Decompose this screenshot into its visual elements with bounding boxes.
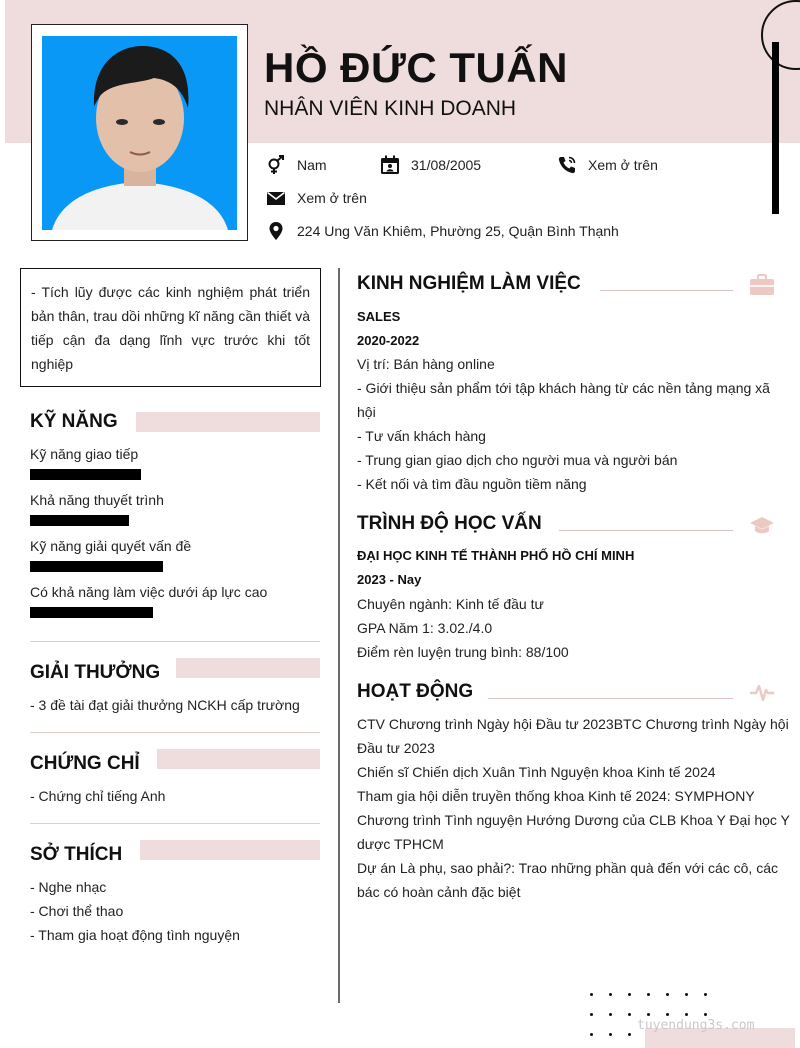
- experience-line: - Tư vấn khách hàng: [357, 428, 486, 444]
- experience-line: hội: [357, 404, 376, 420]
- decorative-dot: [685, 1013, 688, 1016]
- activities-title: HOẠT ĐỘNG: [357, 681, 474, 702]
- decorative-dot: [685, 993, 688, 996]
- hobby-item: - Chơi thể thao: [30, 903, 124, 919]
- heartbeat-icon: [749, 682, 775, 704]
- watermark-text: tuyendung3s.com: [637, 1018, 755, 1033]
- activity-line: dược TPHCM: [357, 836, 444, 852]
- hobbies-title: SỞ THÍCH: [30, 844, 123, 865]
- section-divider: [30, 732, 320, 733]
- experience-line: - Giới thiệu sản phẩm tới tập khách hàng từ các nền tảng mạng xã: [357, 380, 770, 396]
- awards-title-bar: [176, 658, 320, 678]
- briefcase-icon: [749, 274, 775, 296]
- decorative-dot: [647, 993, 650, 996]
- envelope-icon: [266, 188, 286, 208]
- phone-value: Xem ở trên: [588, 157, 658, 173]
- skill-level-bar: [30, 561, 163, 572]
- experience-title-rule: [600, 290, 733, 291]
- email-value: Xem ở trên: [297, 190, 367, 206]
- address-info: [266, 221, 619, 241]
- address-value: 224 Ung Văn Khiêm, Phường 25, Quận Bình Thạnh: [297, 223, 619, 239]
- education-line: Điểm rèn luyện trung bình: 88/100: [357, 644, 569, 660]
- activity-line: bác có hoàn cảnh đặc biệt: [357, 884, 521, 900]
- experience-line: - Trung gian giao dịch cho người mua và người bán: [357, 452, 678, 468]
- birthday-value: 31/08/2005: [411, 157, 482, 173]
- decorative-dot: [704, 1013, 707, 1016]
- gender-info: [266, 155, 327, 175]
- birthday-info: [380, 155, 481, 175]
- education-period: 2023 - Nay: [357, 572, 422, 587]
- decorative-dot: [628, 993, 631, 996]
- education-line: Chuyên ngành: Kinh tế đầu tư: [357, 596, 544, 612]
- phone-info: [557, 155, 658, 175]
- candidate-name: HỒ ĐỨC TUẤN: [264, 44, 568, 91]
- hobby-item: - Tham gia hoạt động tình nguyện: [30, 927, 240, 943]
- profile-photo: [42, 36, 237, 230]
- job-title: NHÂN VIÊN KINH DOANH: [264, 97, 517, 120]
- awards-title: GIẢI THƯỞNG: [30, 662, 161, 683]
- gender-icon: [266, 155, 286, 175]
- phone-icon: [557, 155, 577, 175]
- hobby-item: - Nghe nhạc: [30, 879, 107, 895]
- experience-line: Vị trí: Bán hàng online: [357, 356, 495, 372]
- skill-label: Khả năng thuyết trình: [30, 492, 164, 508]
- decorative-dot: [609, 1013, 612, 1016]
- skills-title-bar: [136, 412, 320, 432]
- activity-line: CTV Chương trình Ngày hội Đầu tư 2023BTC Chương trình Ngày hội: [357, 716, 789, 732]
- decorative-dot: [609, 1033, 612, 1036]
- decorative-dot: [704, 993, 707, 996]
- decorative-dot: [590, 1033, 593, 1036]
- section-divider: [30, 641, 320, 642]
- skill-level-bar: [30, 469, 141, 480]
- activity-line: Tham gia hội diễn truyền thống khoa Kinh tế 2024: SYMPHONY: [357, 788, 755, 804]
- decorative-dot: [647, 1013, 650, 1016]
- decorative-dot: [590, 1013, 593, 1016]
- gender-value: Nam: [297, 157, 327, 173]
- decorative-dot: [666, 993, 669, 996]
- award-item: - 3 đề tài đạt giải thưởng NCKH cấp trường: [30, 697, 300, 713]
- graduation-cap-icon: [749, 514, 775, 536]
- decorative-dot: [628, 1033, 631, 1036]
- experience-title: KINH NGHIỆM LÀM VIỆC: [357, 273, 581, 294]
- location-pin-icon: [266, 221, 286, 241]
- certificate-item: - Chứng chỉ tiếng Anh: [30, 788, 166, 804]
- career-objective: - Tích lũy được các kinh nghiệm phát triển bản thân, trau dồi những kĩ năng cần thiết và tiếp cận đa dạng lĩnh vực trước khi tốt nghiệp: [20, 268, 321, 387]
- skills-title: KỸ NĂNG: [30, 411, 118, 432]
- experience-line: - Kết nối và tìm đầu nguồn tiềm năng: [357, 476, 587, 492]
- education-line: GPA Năm 1: 3.02./4.0: [357, 620, 493, 636]
- experience-company: SALES: [357, 309, 401, 324]
- calendar-icon: [380, 155, 400, 175]
- column-divider: [338, 268, 340, 1003]
- decorative-vertical-bar: [772, 42, 779, 214]
- decorative-dot: [628, 1013, 631, 1016]
- experience-period: 2020-2022: [357, 333, 420, 348]
- education-title-rule: [559, 530, 733, 531]
- activity-line: Dự án Là phụ, sao phải?: Trao những phần quà đến với các cô, các: [357, 860, 778, 876]
- profile-photo-frame: [31, 24, 248, 241]
- decorative-dot: [609, 993, 612, 996]
- education-school: ĐẠI HỌC KINH TẾ THÀNH PHỐ HỒ CHÍ MINH: [357, 548, 635, 563]
- skill-level-bar: [30, 515, 129, 526]
- certificates-title-bar: [157, 749, 320, 769]
- decorative-dot: [666, 1013, 669, 1016]
- activity-line: Đầu tư 2023: [357, 740, 435, 756]
- skill-label: Kỹ năng giải quyết vấn đề: [30, 538, 192, 554]
- activities-title-rule: [488, 698, 733, 699]
- email-info: [266, 188, 367, 208]
- skill-label: Kỹ năng giao tiếp: [30, 446, 139, 462]
- hobbies-title-bar: [140, 840, 320, 860]
- education-title: TRÌNH ĐỘ HỌC VẤN: [357, 513, 542, 534]
- certificates-title: CHỨNG CHỈ: [30, 753, 140, 774]
- activity-line: Chiến sĩ Chiến dịch Xuân Tình Nguyện khoa Kinh tế 2024: [357, 764, 716, 780]
- section-divider: [30, 823, 320, 824]
- activity-line: Chương trình Tình nguyện Hướng Dương của CLB Khoa Y Đại học Y: [357, 812, 790, 828]
- skill-level-bar: [30, 607, 153, 618]
- person-portrait-icon: [42, 36, 237, 230]
- skill-label: Có khả năng làm việc dưới áp lực cao: [30, 584, 268, 600]
- decorative-dot: [590, 993, 593, 996]
